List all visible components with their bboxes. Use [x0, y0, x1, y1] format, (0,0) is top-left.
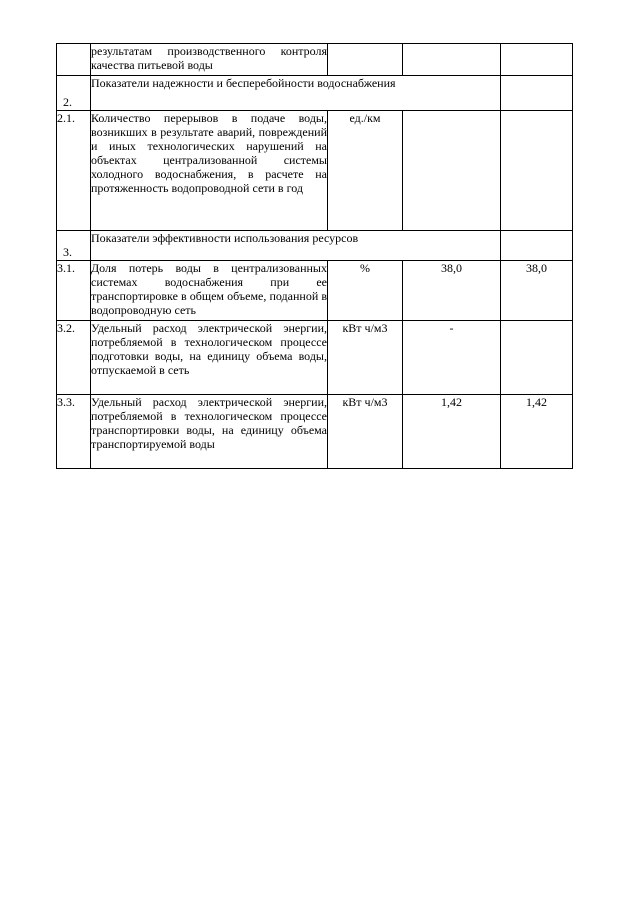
row-number: 2.1.	[57, 111, 91, 231]
unit-cell: кВт ч/м3	[328, 395, 403, 469]
value-cell: 38,0	[501, 261, 573, 321]
section-header-row	[57, 76, 573, 111]
unit-cell: ед./км	[328, 111, 403, 231]
value-cell: 1,42	[403, 395, 501, 469]
unit-cell	[328, 44, 403, 76]
row-number: 3.2.	[57, 321, 91, 395]
value-cell	[403, 111, 501, 231]
value-cell: -	[403, 321, 501, 395]
value-cell	[501, 321, 573, 395]
row-number: 3.1.	[57, 261, 91, 321]
table-row	[57, 111, 573, 231]
value-cell: 1,42	[501, 395, 573, 469]
value-cell: 38,0	[403, 261, 501, 321]
section-title: Показатели эффективности использования ресурсов	[91, 231, 501, 261]
unit-cell: кВт ч/м3	[328, 321, 403, 395]
table-row	[57, 261, 573, 321]
table-row	[57, 321, 573, 395]
section-number: 3.	[57, 231, 91, 261]
value-cell	[501, 44, 573, 76]
value-cell	[501, 231, 573, 261]
indicator-description: Количество перерывов в подаче воды, возникших в результате аварий, повреждений и иных технологических нарушений на объектах централизованной системы холодного водоснабжения, в расчете на протяженность водопроводной сети в год	[91, 111, 328, 231]
unit-cell: %	[328, 261, 403, 321]
indicator-description: Удельный расход электрической энергии, потребляемой в технологическом процессе транспортировки воды, на единицу объема транспортируемой воды	[91, 395, 328, 469]
value-cell	[501, 76, 573, 111]
table-row	[57, 44, 573, 76]
indicator-description: Удельный расход электрической энергии, потребляемой в технологическом процессе подготовки воды, на единицу объема воды, отпускаемой в сеть	[91, 321, 328, 395]
section-title: Показатели надежности и бесперебойности водоснабжения	[91, 76, 501, 111]
section-header-row	[57, 231, 573, 261]
value-cell	[501, 111, 573, 231]
row-number-cell	[57, 44, 91, 76]
section-number: 2.	[57, 76, 91, 111]
indicator-description: Доля потерь воды в централизованных системах водоснабжения при ее транспортировке в общем объеме, поданной в водопроводную сеть	[91, 261, 328, 321]
row-number: 3.3.	[57, 395, 91, 469]
indicator-description: результатам производственного контроля качества питьевой воды	[91, 44, 328, 76]
value-cell	[403, 44, 501, 76]
table-row	[57, 395, 573, 469]
indicators-table	[56, 43, 573, 469]
